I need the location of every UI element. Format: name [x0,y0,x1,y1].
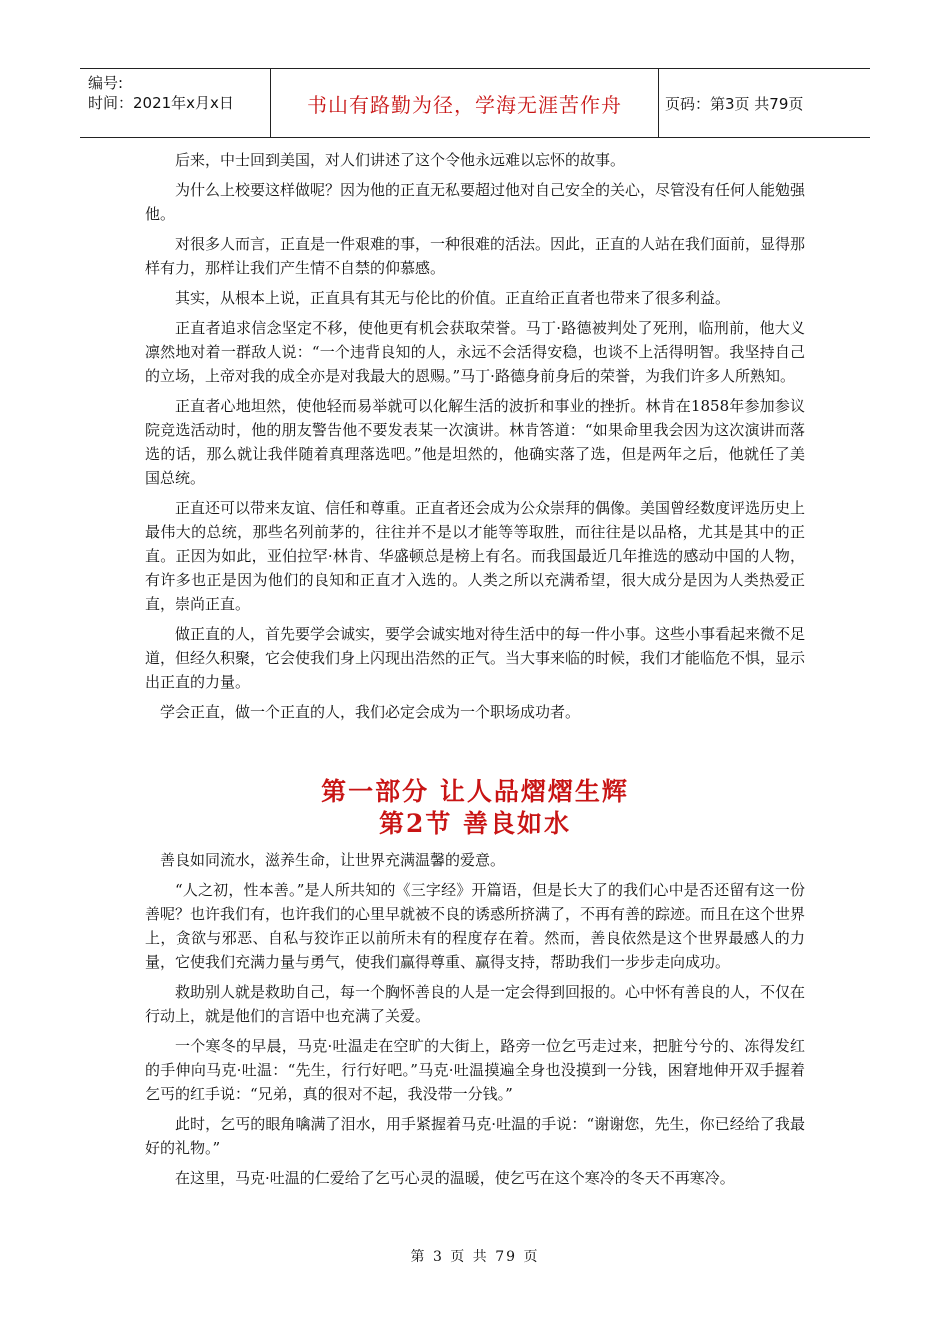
paragraph: 其实，从根本上说，正直具有其无与伦比的价值。正直给正直者也带来了很多利益。 [175,289,731,307]
paragraph: 正直者追求信念坚定不移，使他更有机会获取荣誉。马丁·路德被判处了死刑，临刑前，他大义凛然地对着一群敌人说：“一个违背良知的人，永远不会活得安稳，也谈不上活得明智。我坚持自己的立场，上帝对我的成全亦是对我最大的恩赐。”马丁·路德身前身后的荣誉，为我们许多人所熟知。 [145,319,805,385]
header-divider [658,69,659,137]
document-body [145,148,805,1196]
paragraph: 正直还可以带来友谊、信任和尊重。正直者还会成为公众崇拜的偶像。美国曾经数度评选历史上最伟大的总统，那些名列前茅的，往往并不是以才能等等取胜，而往往是以品格，尤其是其中的正直。正因为如此，亚伯拉罕·林肯、华盛顿总是榜上有名。而我国最近几年推选的感动中国的人物，有许多也正是因为他们的良知和正直才入选的。人类之所以充满希望，很大成分是因为人类热爱正直，崇尚正直。 [145,499,806,613]
paragraph: 此时，乞丐的眼角噙满了泪水，用手紧握着马克·吐温的手说：“谢谢您，先生，你已经给了我最好的礼物。” [145,1115,805,1157]
page-footer: 第 3 页 共 79 页 [410,1249,540,1265]
paragraph: 做正直的人，首先要学会诚实，要学会诚实地对待生活中的每一件小事。这些小事看起来微不足道，但经久积聚，它会使我们身上闪现出浩然的正气。当大事来临的时候，我们才能临危不惧，显示出正直的力量。 [145,625,806,691]
header-page-info: 页码：第3页 共79页 [665,94,804,113]
section-title: 第2节 善良如水 [378,809,572,838]
header-meta [88,69,266,137]
paragraph: 为什么上校要这样做呢？因为他的正直无私要超过他对自己安全的关心，尽管没有任何人能勉强他。 [145,181,806,223]
document-number: 编号: [88,74,124,92]
paragraph: 对很多人而言，正直是一件艰难的事，一种很难的活法。因此，正直的人站在我们面前，显得那样有力，那样让我们产生情不自禁的仰慕感。 [145,235,806,277]
paragraph: 正直者心地坦然，使他轻而易举就可以化解生活的波折和事业的挫折。林肯在1858年参加参议院竞选活动时，他的朋友警告他不要发表某一次演讲。林肯答道：“如果命里我会因为这次演讲而落选的话，那么就让我伴随着真理落选吧。”他是坦然的，他确实落了选，但是两年之后，他就任了美国总统。 [145,397,805,487]
paragraph: 救助别人就是救助自己，每一个胸怀善良的人是一定会得到回报的。心中怀有善良的人，不仅在行动上，就是他们的言语中也充满了关爱。 [145,983,806,1025]
header-motto: 书山有路勤为径，学海无涯苦作舟 [307,92,622,117]
part-title: 第一部分 让人品熠熠生辉 [321,777,629,806]
paragraph: 一个寒冬的早晨，马克·吐温走在空旷的大街上，路旁一位乞丐走过来，把脏兮兮的、冻得发红的手伸向马克·吐温：“先生，行行好吧。”马克·吐温摸遍全身也没摸到一分钱，困窘地伸开双手握着乞丐的红手说：“兄弟，真的很对不起，我没带一分钱。” [145,1037,805,1103]
document-time: 时间：2021年x月x日 [88,94,234,112]
paragraph: 善良如同流水，滋养生命，让世界充满温馨的爱意。 [160,851,506,869]
paragraph: 学会正直，做一个正直的人，我们必定会成为一个职场成功者。 [160,703,581,721]
paragraph: 后来，中士回到美国，对人们讲述了这个令他永远难以忘怀的故事。 [175,151,626,169]
paragraph: “人之初，性本善。”是人所共知的《三字经》开篇语，但是长大了的我们心中是否还留有这一份善呢？也许我们有，也许我们的心里早就被不良的诱惑所挤满了，不再有善的踪迹。而且在这个世界上，贪欲与邪恶、自私与狡诈正以前所未有的程度存在着。然而，善良依然是这个世界最感人的力量，它使我们充满力量与勇气，使我们赢得尊重、赢得支持，帮助我们一步步走向成功。 [145,881,806,971]
paragraph: 在这里，马克·吐温的仁爱给了乞丐心灵的温暖，使乞丐在这个寒冷的冬天不再寒冷。 [175,1169,735,1187]
page-header [80,68,870,138]
